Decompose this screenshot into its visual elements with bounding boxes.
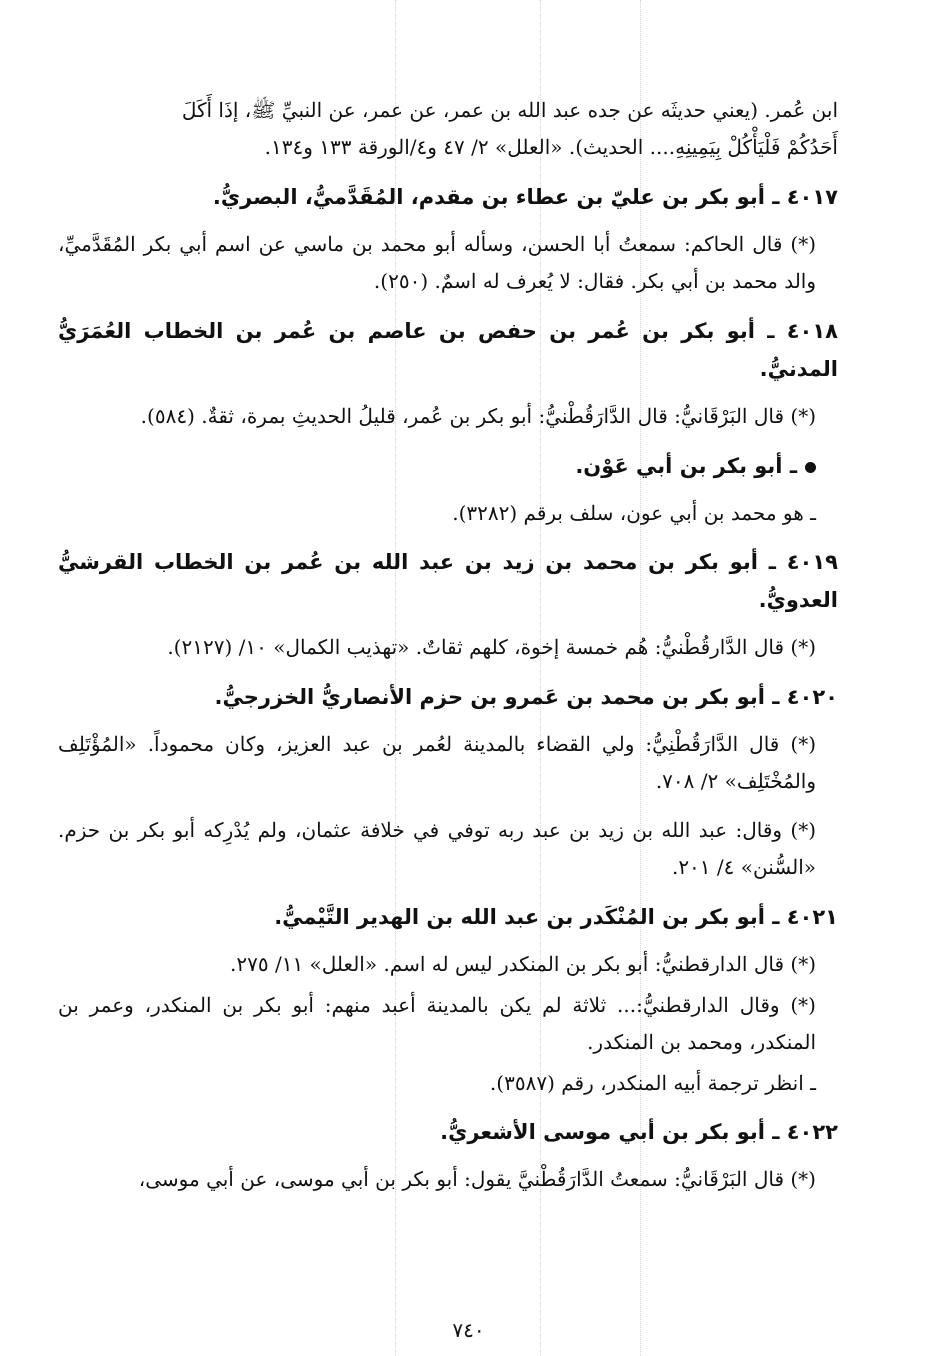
intro-line-1: ابن عُمر. (يعني حديثَه عن جده عبد الله بن عمر، عن عمر، عن النبيِّ ﷺ، إذَا أَكَلَ <box>181 98 838 122</box>
entry-heading-4019: ٤٠١٩ ـ أبو بكر بن محمد بن زيد بن عبد الله بن عُمر بن الخطاب القرشيُّ العدويُّ. <box>58 550 838 612</box>
entry-heading-4018: ٤٠١٨ ـ أبو بكر بن عُمر بن حفص بن عاصم بن عُمر بن الخطاب العُمَرَيُّ المدنيُّ. <box>58 319 838 381</box>
entry-paragraph: (*) وقال: عبد الله بن زيد بن عبد ربه توفي في خلافة عثمان، ولم يُدْرِكه أبو بكر بن حزم. «السُّنن» ٤/ ٢٠١. <box>58 818 816 879</box>
entry-paragraph: (*) وقال الدارقطنيُّ:... ثلاثة لم يكن بالمدينة أعبد منهم: أبو بكر بن المنكدر، وعمر بن المنكدر، ومحمد بن المنكدر. <box>58 993 816 1054</box>
entry-paragraph: (*) قال الدَّارقُطْنيُّ: هُم خمسة إخوة، كلهم ثقاتٌ. «تهذيب الكمال» ١٠/ (٢١٢٧). <box>167 635 816 659</box>
bullet-entry-heading <box>58 447 838 485</box>
entry-heading-4022: ٤٠٢٢ ـ أبو بكر بن أبي موسى الأشعريُّ. <box>440 1120 838 1144</box>
bullet-icon <box>805 462 816 473</box>
entry-heading-4020: ٤٠٢٠ ـ أبو بكر بن محمد بن عَمرو بن حزم الأنصاريُّ الخزرجيُّ. <box>214 685 838 709</box>
page-text <box>58 92 838 1210</box>
entry-paragraph: (*) قال الحاكم: سمعتُ أبا الحسن، وسأله أبو محمد بن ماسي عن اسم أبي بكر المُقَدَّميِّ، والد محمد بن أبي بكر. فقال: لا يُعرف له اسمٌ. (٢٥٠). <box>58 232 816 293</box>
entry-paragraph: (*) قال البَرْقَانيُّ: قال الدَّارَقُطْنيُّ: أبو بكر بن عُمر، قليلُ الحديثِ بمرة، ثقةٌ. (٥٨٤). <box>140 404 816 428</box>
entry-heading-4021: ٤٠٢١ ـ أبو بكر بن المُنْكَدر بن عبد الله بن الهدير التَّيْميُّ. <box>274 905 838 929</box>
entry-paragraph: (*) قال البَرْقَانيُّ: سمعتُ الدَّارَقُطْنيَّ يقول: أبو بكر بن أبي موسى، عن أبي موسى، <box>138 1167 816 1191</box>
cross-reference-note: ـ هو محمد بن أبي عون، سلف برقم (٣٢٨٢). <box>452 501 816 525</box>
entry-paragraph: (*) قال الدارقطنيُّ: أبو بكر بن المنكدر ليس له اسم. «العلل» ١١/ ٢٧٥. <box>230 952 816 976</box>
entry-heading-4017: ٤٠١٧ ـ أبو بكر بن عليّ بن عطاء بن مقدم، المُقَدَّميُّ، البصريُّ. <box>212 185 838 209</box>
intro-line-2: أَحَدُكُمْ فَلْيَأْكُلْ بِيَمِينِهِ.... الحديث). «العلل» ٢/ ٤٧ و٤/الورقة ١٣٣ و١٣٤. <box>264 135 838 159</box>
page-number: ٧٤٠ <box>452 1318 485 1342</box>
bullet-entry-title: ـ أبو بكر بن أبي عَوْن. <box>575 454 797 478</box>
cross-reference-note: ـ انظر ترجمة أبيه المنكدر، رقم (٣٥٨٧). <box>489 1071 816 1095</box>
entry-paragraph: (*) قال الدَّارَقُطْنِيُّ: ولي القضاء بالمدينة لعُمر بن عبد العزيز، وكان محموداً. «المُؤْتَلِف والمُخْتَلِف» ٢/ ٧٠٨. <box>58 732 816 793</box>
